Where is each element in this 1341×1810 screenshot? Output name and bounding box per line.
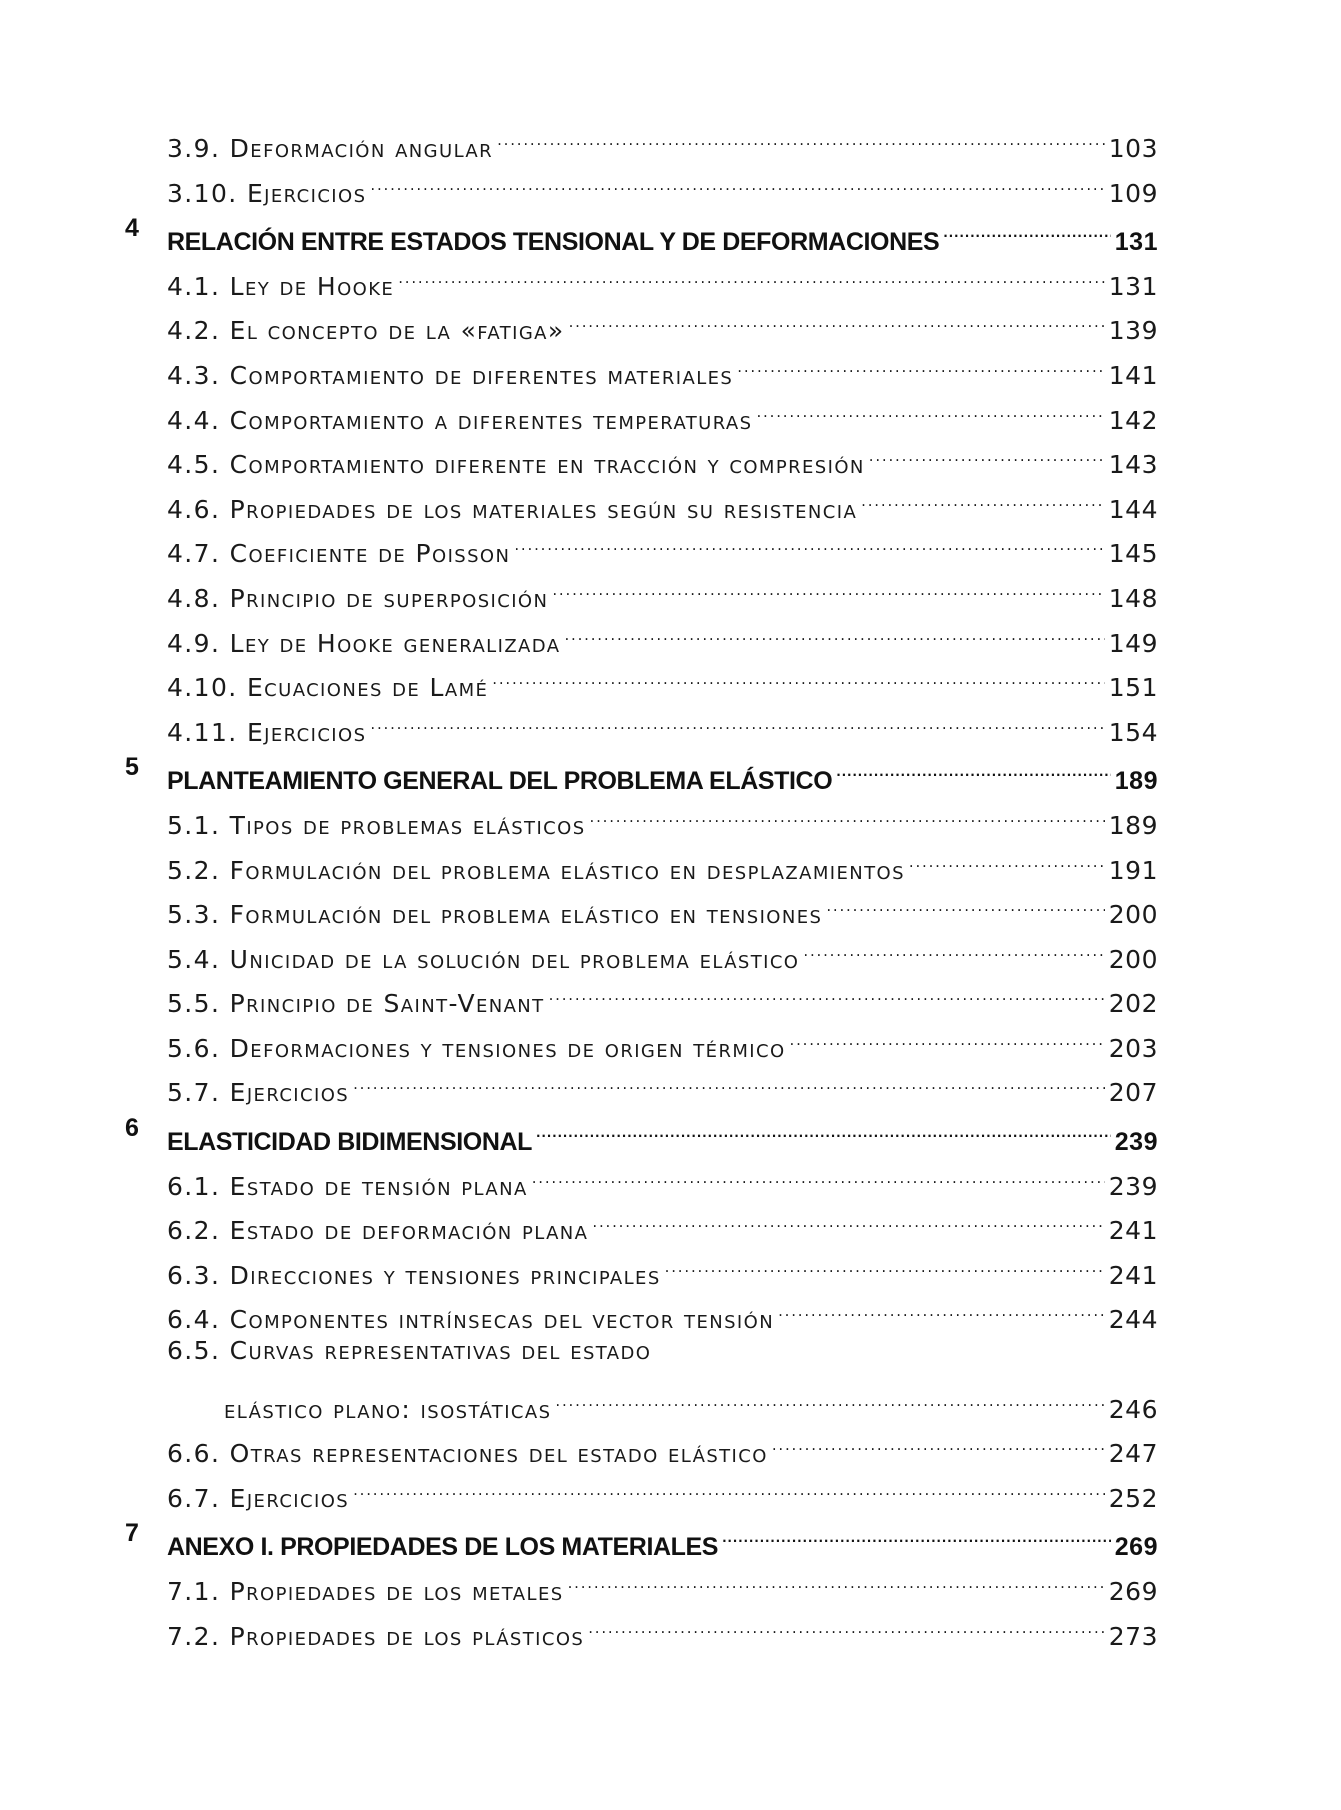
dot-leader [492, 652, 1105, 696]
chapter-entry [0, 206, 1341, 257]
table-of-contents [0, 113, 1341, 1651]
dot-leader [722, 1511, 1111, 1555]
dot-leader [514, 518, 1104, 562]
page-number: 154 [1108, 717, 1158, 747]
section-title: 4.2. El concepto de la «fatiga» [167, 316, 565, 346]
section-entry [0, 835, 1341, 885]
section-title: 4.1. Ley de Hooke [167, 271, 395, 301]
section-title: 4.7. Coeficiente de Poisson [167, 539, 511, 569]
section-entry [0, 1418, 1341, 1469]
dot-leader [353, 1463, 1105, 1507]
chapter-number: 7 [125, 1519, 139, 1548]
section-title: 4.11. Ejercicios [167, 717, 367, 747]
section-entry [0, 1151, 1341, 1201]
section-title: 6.6. Otras representaciones del estado elástico [167, 1439, 768, 1469]
page-number: 189 [1114, 767, 1158, 796]
page-number: 189 [1108, 810, 1158, 840]
section-title: 6.1. Estado de tensión plana [167, 1171, 528, 1201]
section-entry [0, 697, 1341, 747]
dot-leader [756, 385, 1104, 429]
section-entry [0, 518, 1341, 569]
page-number: 203 [1108, 1033, 1158, 1063]
page-number: 143 [1108, 450, 1158, 480]
section-entry [0, 385, 1341, 435]
entry-line [167, 1329, 1158, 1373]
page-number: 109 [1108, 178, 1158, 208]
section-title: 5.4. Unicidad de la solución del problema elástico [167, 944, 800, 974]
section-title: 5.2. Formulación del problema elástico en desplazamientos [167, 855, 905, 885]
section-entry [0, 968, 1341, 1019]
chapter-title: ANEXO I. PROPIEDADES DE LOS MATERIALES [167, 1533, 719, 1562]
section-entry [0, 1195, 1341, 1246]
chapter-number: 4 [125, 214, 139, 243]
dot-leader [568, 1556, 1105, 1600]
page-number: 247 [1108, 1439, 1158, 1469]
section-entry [0, 790, 1341, 840]
page-number: 241 [1108, 1216, 1158, 1246]
section-title: 4.4. Comportamiento a diferentes temperaturas [167, 405, 753, 435]
dot-leader [532, 1151, 1105, 1195]
page-number: 273 [1108, 1621, 1158, 1651]
section-title: 4.10. Ecuaciones de Lamé [167, 673, 489, 703]
dot-leader [353, 1057, 1105, 1101]
page-number: 103 [1108, 134, 1158, 163]
dot-leader [497, 113, 1105, 157]
page-number: 131 [1114, 228, 1158, 257]
page-number: 200 [1108, 900, 1158, 930]
chapter-title: RELACIÓN ENTRE ESTADOS TENSIONAL Y DE DEFORMACIONES [167, 228, 940, 257]
page-number: 149 [1108, 628, 1158, 658]
page-number: 139 [1108, 316, 1158, 346]
page-number: 200 [1108, 944, 1158, 974]
page-number: 151 [1108, 673, 1158, 703]
section-entry [0, 474, 1341, 524]
chapter-number: 5 [125, 753, 139, 782]
dot-leader [552, 563, 1104, 607]
dot-leader [790, 1013, 1105, 1057]
section-title: elástico plano: isostáticas [224, 1394, 552, 1424]
dot-leader [869, 429, 1105, 473]
page-number: 244 [1108, 1305, 1158, 1335]
dot-leader [588, 1601, 1105, 1645]
section-entry [0, 158, 1341, 208]
page-number: 145 [1108, 539, 1158, 569]
chapter-entry [0, 1106, 1341, 1157]
section-entry [0, 652, 1341, 703]
section-title: 3.10. Ejercicios [167, 178, 367, 208]
page-number: 246 [1108, 1394, 1158, 1424]
section-title: 7.2. Propiedades de los plásticos [167, 1621, 585, 1651]
section-entry [0, 924, 1341, 974]
dot-leader [803, 924, 1104, 968]
page-number: 131 [1108, 271, 1158, 301]
dot-leader [836, 745, 1111, 789]
page-number: 241 [1108, 1260, 1158, 1290]
page-number: 148 [1108, 583, 1158, 613]
chapter-entry [0, 745, 1341, 796]
dot-leader [943, 206, 1111, 250]
chapter-entry [0, 1511, 1341, 1562]
section-entry [0, 1057, 1341, 1108]
dot-leader [665, 1240, 1105, 1284]
section-title: 4.6. Propiedades de los materiales según su resistencia [167, 494, 858, 524]
dot-leader [778, 1284, 1105, 1328]
section-entry [0, 879, 1341, 930]
page-number: 269 [1114, 1533, 1158, 1562]
section-title: 4.9. Ley de Hooke generalizada [167, 628, 561, 658]
section-entry-continuation [0, 1374, 1341, 1424]
dot-leader [398, 251, 1105, 295]
page-number: 269 [1108, 1577, 1158, 1606]
page-number: 141 [1108, 360, 1158, 390]
section-entry [0, 340, 1341, 390]
page-number: 207 [1108, 1078, 1158, 1108]
section-title: 6.7. Ejercicios [167, 1483, 350, 1513]
dot-leader [590, 790, 1105, 834]
section-entry [0, 1240, 1341, 1290]
dot-leader [536, 1106, 1111, 1150]
dot-leader [737, 340, 1105, 384]
section-title: 5.6. Deformaciones y tensiones de origen térmico [167, 1033, 786, 1063]
section-title: 5.1. Tipos de problemas elásticos [167, 810, 586, 840]
dot-leader [772, 1418, 1105, 1462]
chapter-title: ELASTICIDAD BIDIMENSIONAL [167, 1128, 533, 1157]
section-title: 5.5. Principio de Saint-Venant [167, 989, 545, 1019]
dot-leader [861, 474, 1105, 518]
section-entry [0, 608, 1341, 658]
section-entry [0, 251, 1341, 301]
section-title: 5.7. Ejercicios [167, 1078, 350, 1108]
section-title: 6.3. Direcciones y tensiones principales [167, 1260, 661, 1290]
section-entry [0, 429, 1341, 480]
section-title: 6.2. Estado de deformación plana [167, 1216, 589, 1246]
section-entry [0, 1284, 1341, 1335]
dot-leader [370, 158, 1104, 202]
section-entry [0, 563, 1341, 613]
dot-leader [555, 1374, 1104, 1418]
chapter-title: PLANTEAMIENTO GENERAL DEL PROBLEMA ELÁSTICO [167, 767, 833, 796]
page-number: 239 [1108, 1171, 1158, 1201]
dot-leader [592, 1195, 1104, 1239]
chapter-number: 6 [125, 1114, 139, 1143]
section-title: 7.1. Propiedades de los metales [167, 1577, 564, 1606]
section-title: 6.4. Componentes intrínsecas del vector tensión [167, 1305, 775, 1335]
section-title: 5.3. Formulación del problema elástico en tensiones [167, 900, 823, 930]
page-number: 202 [1108, 989, 1158, 1019]
entry-line [167, 1601, 1158, 1659]
section-entry [0, 1556, 1341, 1606]
dot-leader [370, 697, 1104, 741]
page-number: 252 [1108, 1483, 1158, 1513]
dot-leader [826, 879, 1104, 923]
section-entry [0, 1601, 1341, 1651]
section-entry [0, 295, 1341, 346]
dot-leader [549, 968, 1105, 1012]
section-title: 4.8. Principio de superposición [167, 583, 549, 613]
dot-leader [564, 608, 1104, 652]
section-title: 6.5. Curvas representativas del estado [167, 1336, 652, 1366]
page-number: 142 [1108, 405, 1158, 435]
page-number: 239 [1114, 1128, 1158, 1157]
dot-leader [569, 295, 1105, 339]
page-number: 144 [1108, 494, 1158, 524]
section-title: 4.5. Comportamiento diferente en tracción y compresión [167, 450, 865, 480]
section-entry [0, 1013, 1341, 1063]
section-entry [0, 1463, 1341, 1513]
section-title: 3.9. Deformación angular [167, 134, 494, 163]
section-entry [0, 113, 1341, 163]
page-number: 191 [1108, 855, 1158, 885]
section-title: 4.3. Comportamiento de diferentes materiales [167, 360, 734, 390]
dot-leader [909, 835, 1105, 879]
section-entry-heading [0, 1329, 1341, 1374]
